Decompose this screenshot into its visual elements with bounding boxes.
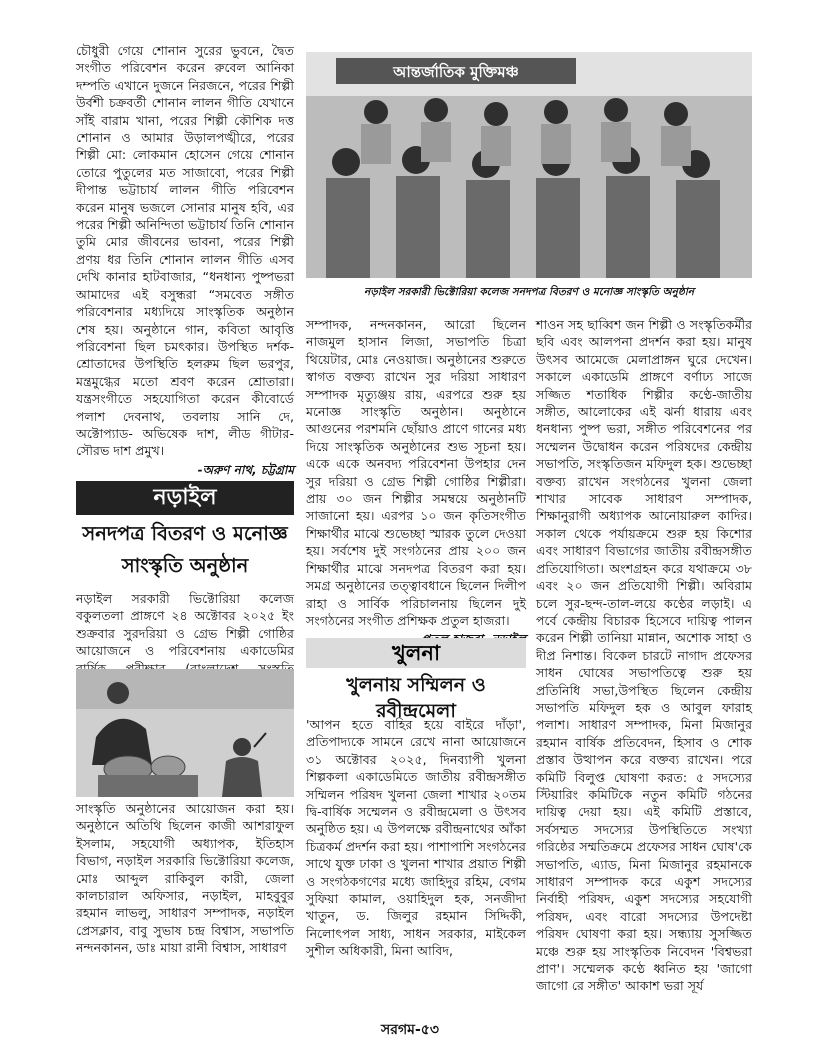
article-paragraph: সাংস্কৃতি অনুষ্ঠানের আয়োজন করা হয়। অনুষ্ঠানে অতিথি ছিলেন কাজী আশরাফুল ইসলাম, সহযোগী অধ্যাপক, ইতিহাস বিভাগ, নড়াইল সরকারি ভিক্টোরিয়া কলেজ, মোঃ আব্দুল রাকিবুল কারী, জেলা কালচারাল অফিসার, নড়াইল, মাহবুবুর রহমান লাভলু, সাধারণ সম্পাদক, নড়াইল প্রেসক্লাব, বাবু সুভাষ চন্দ্র বিশ্বাস, সভাপতি নন্দনকানন, ডাঃ মায়া রানী বিশ্বাস, সাধারণ: [76, 801, 294, 956]
narail-photo-performance: [76, 669, 294, 797]
article-paragraph: সম্পাদক, নন্দনকানন, আরো ছিলেন নাজমুল হাসান লিজা, সভাপতি চিত্রা থিয়েটার, মোঃ নেওয়াজ। অনুষ্ঠানের শুরুতে স্বাগত বক্তব্য রাখেন সুর দরিয়া সাধারণ সম্পাদক মৃত্যুঞ্জয় রায়, এরপরে শুরু হয় মনোজ্ঞ সাংস্কৃতি অনুষ্ঠান। অনুষ্ঠানে আগুনের পরশমনি ছোঁয়াও প্রাণে গানের মধ্য দিয়ে সাংস্কৃতিক অনুষ্ঠানের শুভ সূচনা হয়। একে একে অনবদ্য পরিবেশনা উপহার দেন সুর দরিয়া ও গ্রেভ শিল্পী গোষ্ঠির শিল্পীরা। প্রায় ৩০ জন শিল্পীর সমম্বয়ে অনুষ্ঠানটি সাজানো হয়। এরপর ১০ জন কৃতিসংগীত শিক্ষার্থীর মাঝে শুভেচ্ছা স্মারক তুলে দেওয়া হয়। সর্বশেষ দুই সংগঠনের প্রায় ২০০ জন শিক্ষার্থীর মাঝে সনদপত্র বিতরণ করা হয়। সমগ্র অনুষ্ঠানের তত্ত্বাবধানে ছিলেন দিলীপ রাহা ও সার্বিক পরিচালনায় ছিলেন দুই সংগঠনের সংগীত প্রশিক্ষক প্রতুল হাজরা।: [306, 317, 526, 628]
photo-illustration: [306, 52, 752, 278]
page-number: সরগম-৫৩: [381, 1022, 439, 1038]
narail-guests: [76, 800, 294, 957]
column-2-khulna: [306, 716, 526, 960]
column-3: [536, 316, 752, 995]
byline: -অরুণ নাথ, চট্টগ্রাম: [197, 462, 294, 477]
headline-line: রবীন্দ্রমেলা: [376, 700, 456, 722]
headline-line: সনদপত্র বিতরণ ও মনোজ্ঞ: [82, 522, 288, 545]
headline-narail: [76, 518, 294, 582]
headline-line: সাংস্কৃতি অনুষ্ঠান: [121, 554, 249, 577]
region-header-khulna: খুলনা: [306, 638, 526, 668]
photo-caption: নড়াইল সরকারী ভিক্টোরিয়া কলেজ সনদপত্র বিতরণ ও মনোজ্ঞ সাংস্কৃতি অনুষ্ঠান: [363, 286, 695, 298]
headline-line: খুলনায় সম্মিলন ও: [346, 674, 486, 696]
column-1: [76, 42, 294, 479]
article-paragraph: নড়াইল সরকারী ভিক্টোরিয়া কলেজ বকুলতলা প্রাঙ্গণে ২৪ অক্টোবর ২০২৫ ইং শুক্রবার সুরদরিয়া ও গ্রেভ শিল্পী গোষ্ঠির আয়োজনে ও পরিবেশনায় একাডেমির: [76, 591, 294, 659]
region-header-narail: নড়াইল: [76, 481, 294, 515]
banner-text: আন্তর্জাতিক মুক্তিমঞ্চ: [393, 63, 519, 81]
photo-illustration: [76, 669, 294, 797]
article-paragraph: শাওন সহ ছাব্বিশ জন শিল্পী ও সংস্কৃতিকর্মীর ছবি এবং আলপনা প্রদর্শন করা হয়। মানুষ উৎসব আমেজে মেলাপ্রাঙ্গন ঘুরে দেখেন। সকালে একাডেমি প্রাঙ্গণে বর্ণাঢ্য সাজে সজ্জিত শতাধিক শিল্পীর কণ্ঠে-জাতীয় সঙ্গীত, আলোকের এই ঝর্না ধারায় এবং ধনধান্য পুষ্প ভরা, সঙ্গীত পরিবেশনের পর সম্মেলন উদ্বোধন করেন পরিষদের কেন্দ্রীয় সভাপতি, সংস্কৃতিজন মফিদুল হক। শুভেচ্ছা বক্তব্য রাখেন সংগঠনের খুলনা জেলা শাখার সাবেক সাধারণ সম্পাদক, শিক্ষানুরাগী অধ্যাপক আনোয়ারুল কাদির। সকাল থেকে পর্যায়ক্রমে শুরু হয় কিশোর এবং সাধারণ বিভাগের জাতীয় রবীন্দ্রসঙ্গীত প্রতিযোগিতা। অংশগ্রহন করে যথাক্রমে ৩৮ এবং ২০ জন প্রতিযোগী শিল্পী। অবিরাম চলে সুর-ছন্দ-তাল-লয়ে কণ্ঠের লড়াই। এ পর্বে কেন্দ্রীয় বিচারক হিসেবে দায়িত্ব পালন করেন শিল্পী তানিয়া মান্নান, অশোক সাহা ও দীপ্র নিশান্ত। বিকেল চারটে নাগাদ প্রফেসর সাধন ঘোষের সভাপতিত্বে শুরু হয় প্রতিনিধি সভা,উপস্থিত ছিলেন কেন্দ্রীয় সভাপতি মফিদুল হক ও আবুল ফারাহ পলাশ। সাধারণ সম্পাদক, মিনা মিজানুর রহমান বার্ষিক প্রতিবেদন, হিসাব ও শোক প্রস্তাব উত্থাপন করে বক্তব্য রাখেন। পরে কমিটি বিলুপ্ত ঘোষণা করত: ৫ সদস্যের স্টিয়ারিং কমিটিকে নতুন কমিটি গঠনের দায়িত্ব দেয়া হয়। এই কমিটি প্রস্তাবে, সর্বসম্মত সদস্যের উপস্থিতিতে সংখ্যা গরিষ্ঠের সম্মতিক্রমে প্রফেসর সাধন ঘোষ'কে সভাপতি, এ্যাড, মিনা মিজানুর রহমানকে সাধারণ সম্পাদক করে একুশ সদস্যের নির্বাহী পরিষদ, একুশ সদস্যের সহযোগী পরিষদ, এবং বারো সদস্যের উপদেষ্টা পরিষদ ঘোষণা করা হয়। সন্ধ্যায় সুসজ্জিত মঞ্চে শুরু হয় সাংস্কৃতিক নিবেদন 'বিশ্বভরা প্রাণ'। সম্মেলক কণ্ঠে ধ্বনিত হয় 'জাগো জাগো রে সঙ্গীত' আকাশ ভরা সূর্য: [536, 317, 752, 994]
article-paragraph: চৌধুরী গেয়ে শোনান সুরের ভুবনে, দ্বৈত সংগীত পরিবেশন করেন রুবেল আনিকা দম্পতি এখানে দুজনে নিরজনে, পরের শিল্পী উর্বশী চক্রবর্তী শোনান লালন গীতি যেখানে সাঁই বারাম খানা, পরের শিল্পী কৌশিক দত্ত শোনান ও আমার উড়ালপঙ্খীরে, পরের শিল্পী মো: লোকমান হোসেন গেয়ে শোনান তোরে পুতুলের মত সাজাবো, পরের শিল্পী দীপান্ত ভট্টাচার্য লালন গীতি পরিবেশন করেন মানুষ ভজলে সোনার মানুষ হবি, এর পরের শিল্পী অনিন্দিতা ভট্টাচার্য তিনি শোনান তুমি মোর জীবনের ভাবনা, পরের শিল্পী প্রণয় ধর তিনি শোনান লালন গীতি এসব দেখি কানার হাটবাজার, “ধনধান্য পুষ্পভরা আমাদের এই বসুন্ধরা “সমবেত সঙ্গীত পরিবেশনার মধ্যদিয়ে সাংস্কৃতিক অনুষ্ঠান শেষ হয়। অনুষ্ঠানে গান, কবিতা আবৃত্তি পরিবেশনা ছিল চমৎকার। উপস্থিত দর্শক-শ্রোতাদের উপস্থিতি হলরুম ছিল ভরপুর, মন্ত্রমুগ্ধের মতো শ্রবণ করেন শ্রোতারা। যন্ত্রসংগীতে সহযোগিতা করেন কীবোর্ডে পলাশ দেবনাথ, তবলায় সানি দে, অক্টোপ্যাড- অভিষেক দাশ, লীড গীটার-সৌরভ দাশ প্রমুখ।: [76, 43, 294, 459]
narail-photo-choir: [306, 52, 752, 278]
article-paragraph: 'আপন হতে বাহির হয়ে বাইরে দাঁড়া', প্রতিপাদ্যকে সামনে রেখে নানা আয়োজনে ৩১ অক্টোবর ২০২৫, দিনব্যাপী খুলনা শিল্পকলা একাডেমিতে জাতীয় রবীন্দ্রসঙ্গীত সম্মিলন পরিষদ খুলনা জেলা শাখার ২০তম দ্বি-বার্ষিক সম্মেলন ও রবীন্দ্রমেলা ও উৎসব অনুষ্ঠিত হয়। এ উপলক্ষে রবীন্দ্রনাথের আঁকা চিত্রকর্ম প্রদর্শন করা হয়। পাশাপাশি সংগঠনের সাথে যুক্ত ঢাকা ও খুলনা শাখার প্রয়াত শিল্পী ও সংগঠকগণের মধ্যে জাহিদুর রহিম, বেগম সুফিয়া কামাল, ওয়াহিদুল হক, সনজীদা খাতুন, ড. জিলুর রহমান সিদ্দিকী, নিলোৎপল সাধ্য, সাধন সরকার, মাইকেল সুশীল অধিকারী, মিনা আবিদ,: [306, 717, 526, 959]
column-2: [306, 316, 526, 649]
